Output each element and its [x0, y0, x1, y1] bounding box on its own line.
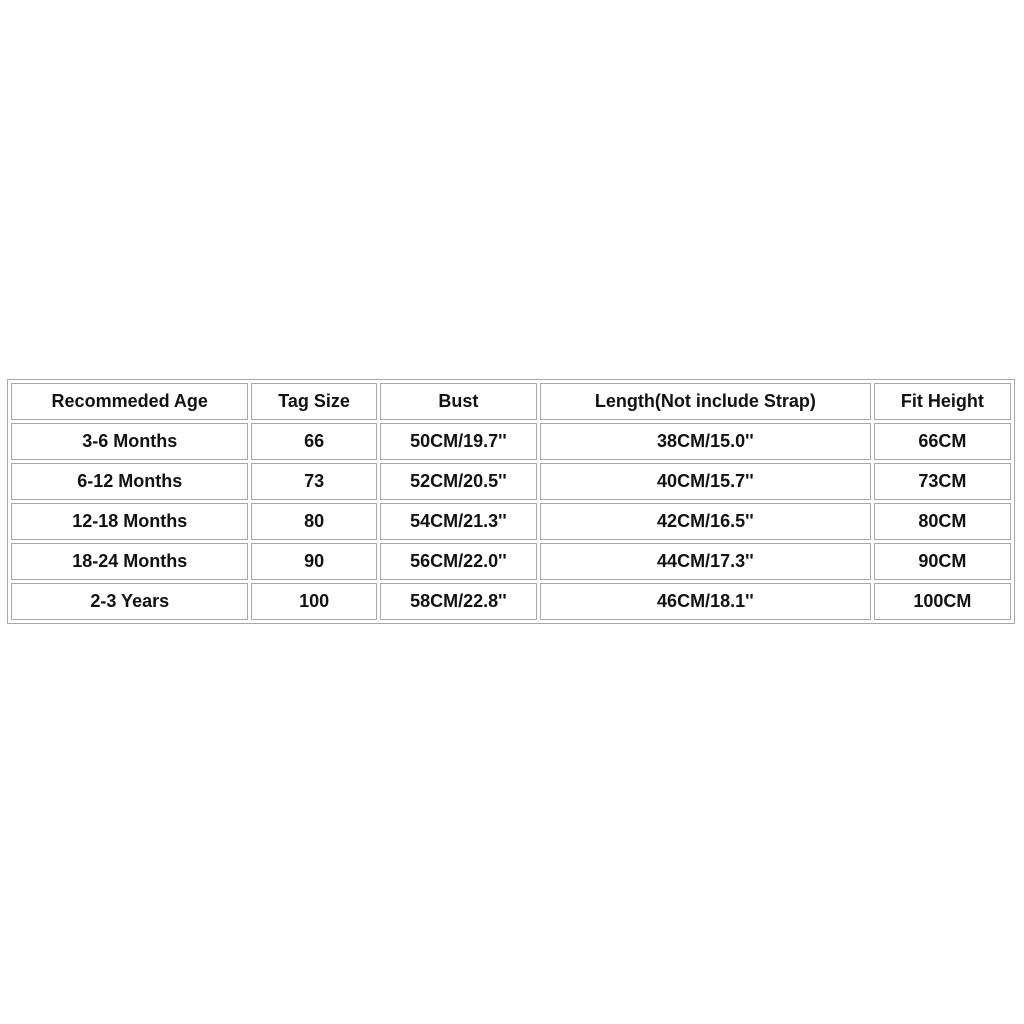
cell-age: 3-6 Months — [11, 423, 248, 460]
cell-length: 38CM/15.0'' — [540, 423, 871, 460]
cell-bust: 50CM/19.7'' — [380, 423, 537, 460]
cell-bust: 58CM/22.8'' — [380, 583, 537, 620]
cell-tag-size: 100 — [251, 583, 376, 620]
cell-age: 18-24 Months — [11, 543, 248, 580]
size-table — [7, 379, 1015, 624]
cell-length: 42CM/16.5'' — [540, 503, 871, 540]
cell-bust: 52CM/20.5'' — [380, 463, 537, 500]
cell-length: 46CM/18.1'' — [540, 583, 871, 620]
cell-tag-size: 73 — [251, 463, 376, 500]
cell-age: 6-12 Months — [11, 463, 248, 500]
table-row — [11, 423, 1011, 460]
header-tag-size: Tag Size — [251, 383, 376, 420]
table-row — [11, 583, 1011, 620]
cell-length: 40CM/15.7'' — [540, 463, 871, 500]
header-recommended-age: Recommeded Age — [11, 383, 248, 420]
cell-fit-height: 66CM — [874, 423, 1011, 460]
cell-length: 44CM/17.3'' — [540, 543, 871, 580]
cell-fit-height: 73CM — [874, 463, 1011, 500]
cell-tag-size: 66 — [251, 423, 376, 460]
header-bust: Bust — [380, 383, 537, 420]
size-chart — [7, 379, 1015, 624]
table-header-row — [11, 383, 1011, 420]
cell-age: 12-18 Months — [11, 503, 248, 540]
header-fit-height: Fit Height — [874, 383, 1011, 420]
cell-fit-height: 80CM — [874, 503, 1011, 540]
cell-fit-height: 100CM — [874, 583, 1011, 620]
cell-bust: 54CM/21.3'' — [380, 503, 537, 540]
table-row — [11, 463, 1011, 500]
cell-bust: 56CM/22.0'' — [380, 543, 537, 580]
cell-tag-size: 80 — [251, 503, 376, 540]
cell-fit-height: 90CM — [874, 543, 1011, 580]
table-row — [11, 543, 1011, 580]
header-length: Length(Not include Strap) — [540, 383, 871, 420]
table-row — [11, 503, 1011, 540]
cell-tag-size: 90 — [251, 543, 376, 580]
cell-age: 2-3 Years — [11, 583, 248, 620]
